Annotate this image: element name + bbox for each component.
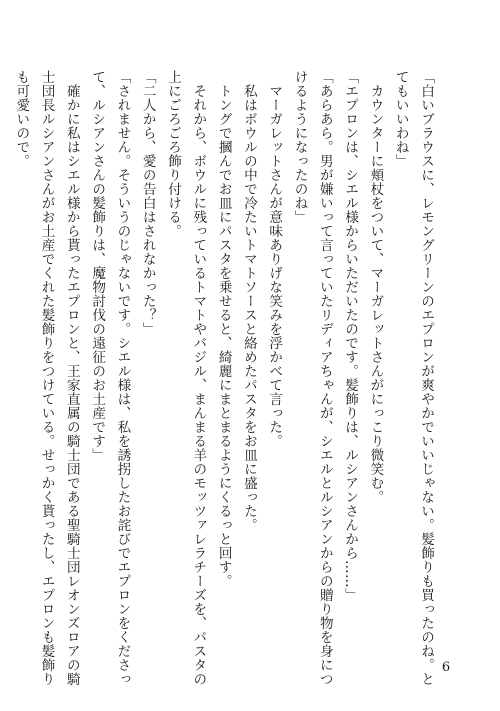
text-line: それから、ボウルに残っているトマトやバジル、まんまる羊のモッツァレラチーズを、パスタの	[190, 70, 207, 686]
page-number: 6	[441, 660, 451, 675]
text-line: 「されません。そういうのじゃないです。シエル様は、私を誘拐したお詫びでエプロンをくださっ	[114, 70, 131, 686]
text-line: て、ルシアンさんの髪飾りは、魔物討伐の遠征のお土産です」	[89, 70, 106, 462]
text-line: 上にごろごろ飾り付ける。	[165, 70, 182, 238]
text-line: けるようになったのね」	[291, 70, 308, 224]
text-line: 「二人から、愛の告白はされなかった？」	[139, 70, 156, 336]
text-line: 確かに私はシエル様から貰ったエプロンと、王家直属の騎士団である聖騎士団レオンズロアの騎	[63, 70, 80, 686]
text-line: トングで摑んでお皿にパスタを乗せると、綺麗にまとまるようにくるっと回す。	[215, 70, 232, 588]
text-line: 「白いブラウスに、レモングリーンのエプロンが爽やかでいいじゃない。髪飾りも買ったのね。と	[418, 70, 434, 686]
text-line: 私はボウルの中で冷たいトマトソースと絡めたパスタをお皿に盛った。	[240, 70, 257, 532]
text-line: 士団長ルシアンさんがお土産でくれた髪飾りをつけている。せっかく貰ったし、エプロンも髪飾り	[38, 70, 55, 686]
text-line: 「あらあら。男が嫌いって言っていたリディアちゃんが、シエルとルシアンからの贈り物を身につ	[316, 70, 333, 686]
text-line: てもいいわね」	[392, 70, 409, 168]
text-line: も可愛いので。	[13, 70, 30, 168]
text-line: 「エプロンは、シエル様からいただいたのです。髪飾りは、ルシアンさんから……」	[342, 70, 359, 602]
text-line: カウンターに頬杖をついて、マーガレットさんがにっこり微笑む。	[367, 70, 384, 504]
text-line: マーガレットさんが意味ありげな笑みを浮かべて言った。	[266, 70, 283, 448]
body-text	[13, 70, 438, 686]
